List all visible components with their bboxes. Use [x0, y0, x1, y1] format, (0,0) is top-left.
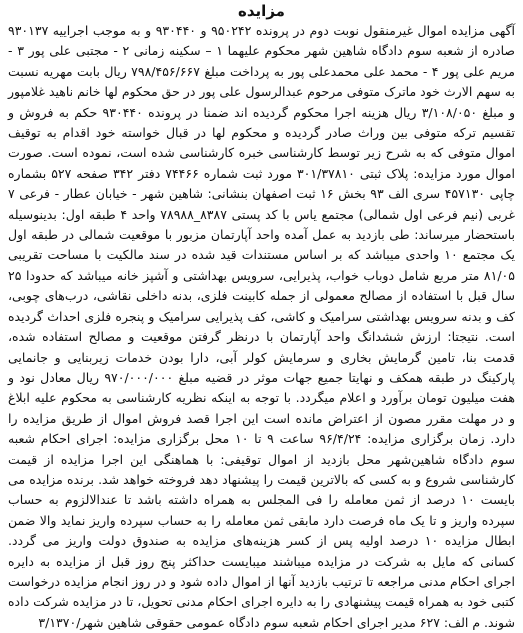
notice-body: آگهی مزایده اموال غیرمنقول نوبت دوم در پرونده ۹۵۰۲۴۲ و ۹۳۰۴۴۰ و به موجب اجراییه ۹۳۰۱۳۷ صادره از شعبه سوم دادگاه شاهین شهر محکوم علیهما ۱ – سکینه زمانی ۲ - مجتبی علی پور ۳ - مریم علی پور ۴ - محمد علی محمدعلی پور به پرداخت مبلغ ۷۹۸/۴۵۶/۶۶۷ ریال بابت مهریه نسبت به سهم الارث خود ماترک متوفی مرحوم عبدالرسول علی پور در حق محکوم لها خانم ناهید غلامپور و مبلغ ۳/۱۰۸/۰۵۰ ریال هزینه اجرا محکوم گردیده اند ضمنا در پرونده ۹۳۰۴۴۰ حکم به فروش و تقسیم ترکه متوفی بین وراث صادر گردیده و محکوم لها در قبال خواسته خود اقدام به توقیف اموال متوفی که به شرح زیر توسط کارشناسی خبره کارشناسی شده است، نموده است. صورت اموال مورد مزایده: پلاک ثبتی ۳۰۱/۳۷۸۱۰ مورد ثبت شماره ۷۴۴۶۶ دفتر ۳۴۲ صفحه ۵۲۷ بشماره چاپی ۴۵۷۱۳۰ سری الف ۹۳ بخش ۱۶ ثبت اصفهان بنشانی: شاهین شهر - خیابان عطار - فرعی ۷ غربی (نیم فرعی اول شمالی) مجتمع یاس با کد پستی ۸۳۸۷_۷۸۹۸۸ واحد ۴ طبقه اول: بدینوسیله باستحضار میرساند: طی بازدید به عمل آمده واحد آپارتمان مزبور با موقعیت شمالی در طبقه اول یک مجتمع ۱۰ واحدی میباشد که بر اساس مستندات قید شده در سند مالکیت با مساحت تقریبی ۸۱/۰۵ متر مربع شامل دوباب خواب، پذیرایی، سرویس بهداشتی و آشپز خانه میباشد که حدودا ۲۵ سال قبل با استفاده از مصالح معمولی از جمله کابینت فلزی، بدنه داخلی نقاشی، درب‌های چوبی، کف و بدنه سرویس بهداشتی سرامیک و کاشی، کف پذیرایی سرامیک و پنجره فلزی احداث گردیده است. نتیجتا: ارزش ششدانگ واحد آپارتمان با درنظر گرفتن موقعیت و مصالح استفاده شده، قدمت بنا، تامین گرمایش بخاری و سرمایش کولر آبی، دارا بودن خدمات زیربنایی و جانمایی پارکینگ در طبقه همکف و نهایتا جمیع جهات موثر در قضیه مبلغ ۹۷۰/۰۰۰/۰۰۰ ریال معادل نود و هفت میلیون تومان برآورد و اعلام میگردد. با توجه به اینکه نظریه کارشناسی به محکوم علیه ابلاغ و در مهلت مقرر مصون از اعتراض مانده است این اجرا قصد فروش اموال از طریق مزایده را دارد. زمان برگزاری مزایده: ۹۶/۴/۲۴ ساعت ۹ تا ۱۰ محل برگزاری مزایده: اجرای احکام شعبه سوم دادگاه شاهین‌شهر محل بازدید از اموال توقیفی: با هماهنگی این اجرا مزایده از قیمت کارشناسی شروع و به کسی که بالاترین قیمت را پیشنهاد دهد فروخته خواهد شد. برنده مزایده می بایست ۱۰ درصد از ثمن معامله را فی المجلس به همراه داشته باشد تا عندالالزوم به حساب سپرده واریز و تا یک ماه فرصت دارد مابقی ثمن معامله را به حساب سپرده واریز نماید والا ضمن ابطال مزایده ۱۰ درصد اولیه پس از کسر هزینه‌های مزایده به صندوق دولت واریز می گردد. کسانی که مایل به شرکت در مزایده میباشند میبایست حداکثر پنج روز قبل از مزایده به دایره اجرای احکام مدنی مراجعه تا ترتیب بازدید آنها از اموال داده شود و در روز انجام مزایده درخواست کتبی خود به همراه قیمت پیشنهادی را به دایره اجرای احکام مدنی تحویل، تا در مزایده شرکت داده شوند. م الف: ۶۲۷ مدیر اجرای احکام شعبه سوم دادگاه عمومی حقوقی شاهین شهر/۳/۱۳۷۰: [8, 23, 516, 630]
notice-title: مزایده: [238, 2, 285, 20]
